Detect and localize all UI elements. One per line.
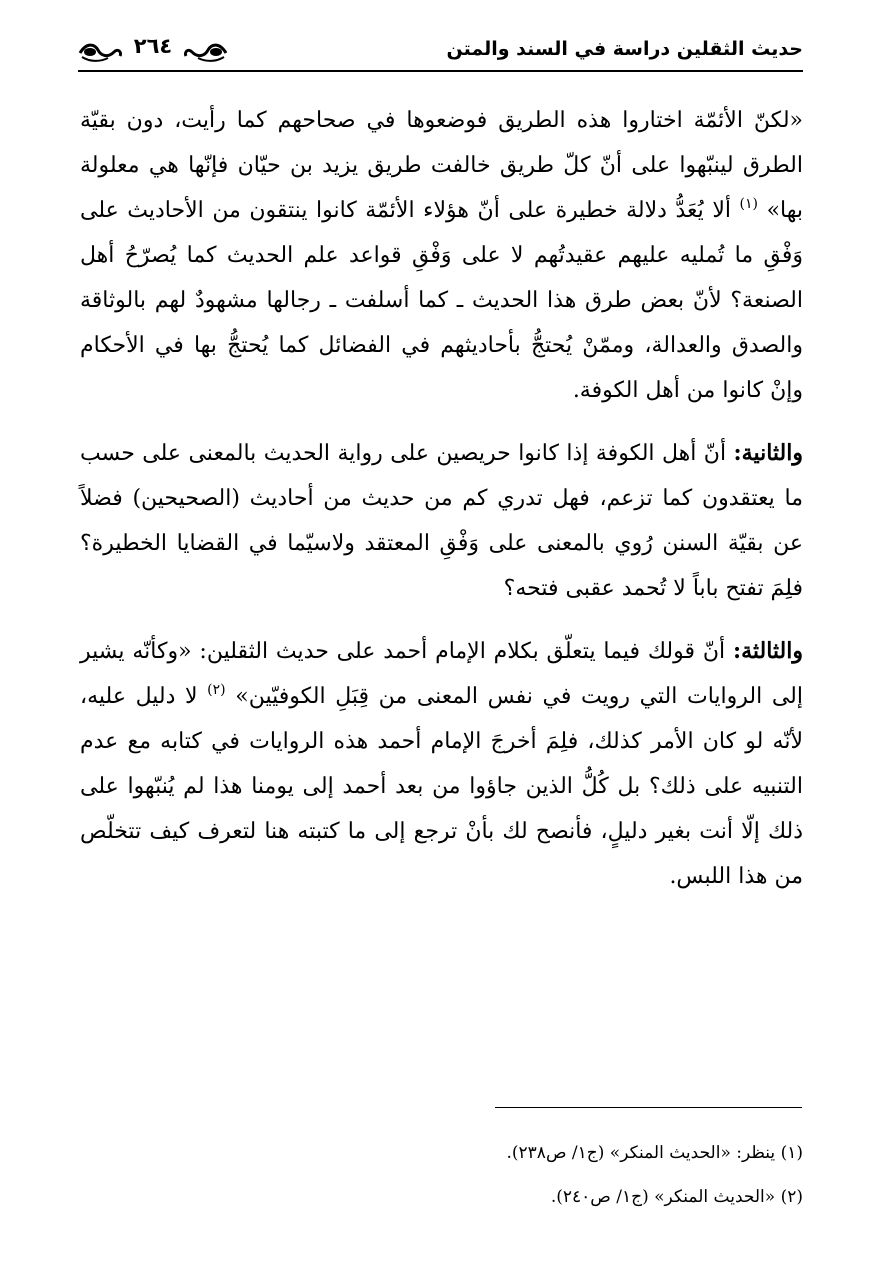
footnotes <box>80 1140 803 1228</box>
paragraph-text-continued: ألا يُعَدُّ دلالة خطيرة على أنّ هؤلاء الأئمّة كانوا ينتقون من الأحاديث على وَفْقِ ما تُمليه عليهم عقيدتُهم لا على وَفْقِ قواعد علم الحديث كما يُصرّحُ أهل الصنعة؟ لأنّ بعض طرق هذا الحديث ـ كما أسلفت ـ رجالها مشهودٌ لهم بالوثاقة والصدق والعدالة، وممّنْ يُحتجُّ بأحاديثهم في الفضائل كما يُحتجُّ بها في الأحكام وإنْ كانوا من أهل الكوفة. <box>80 198 803 403</box>
paragraph-text: «لكنّ الأئمّة اختاروا هذه الطريق فوضعوها في صحاحهم كما رأيت، دون بقيّة الطرق لينبّهوا على أنّ كلّ طريق خالفت طريق يزيد بن حيّان فإنّها هي معلولة بها» <box>80 108 803 223</box>
header-divider <box>78 70 803 72</box>
footnote-reference-1[interactable]: (١) <box>739 196 759 212</box>
footnote-1: (١) ينظر: «الحديث المنكر» (ج١/ ص٢٣٨). <box>506 1143 803 1163</box>
running-header <box>78 30 803 74</box>
paragraph-text: أنّ أهل الكوفة إذا كانوا حريصين على رواية الحديث بالمعنى على حسب ما يعتقدون كما تزعم، فهل تدري كم من حديث من أحاديث (الصحيحين) فضلاً عن بقيّة السنن رُوي بالمعنى على وَفْقِ المعتقد ولاسيّما في القضايا الخطيرة؟ فلِمَ تفتح باباً لا تُحمد عقبى فتحه؟ <box>80 441 803 601</box>
paragraph-lead: والثانية: <box>733 440 803 466</box>
paragraph-first <box>80 98 803 413</box>
footnote-reference-2[interactable]: (٢) <box>207 682 226 698</box>
page-number: ٢٦٤ <box>133 34 173 58</box>
footnote-2: (٢) «الحديث المنكر» (ج١/ ص٢٤٠). <box>550 1187 803 1207</box>
paragraph-text-continued: لا دليل عليه، لأنّه لو كان الأمر كذلك، فلِمَ أخرجَ الإمام أحمد هذه الروايات في كتابه مع عدم التنبيه على ذلك؟ بل كُلُّ الذين جاؤوا من بعد أحمد إلى يومنا هذا لم يُنبّهوا على ذلك إلّا أنت بغير دليلٍ، فأنصح لك بأنْ ترجع إلى ما كتبته هنا لتعرف كيف تتخلّص من هذا اللبس. <box>80 684 803 889</box>
paragraph-second-point <box>80 431 803 611</box>
paragraph-third-point <box>80 629 803 899</box>
running-title: حديث الثقلين دراسة في السند والمتن <box>446 38 803 60</box>
paragraph-text: أنّ قولك فيما يتعلّق بكلام الإمام أحمد على حديث الثقلين: «وكأنّه يشير إلى الروايات التي رويت في نفس المعنى من قِبَلِ الكوفيّين» <box>80 639 803 709</box>
main-text <box>80 98 803 899</box>
paragraph-lead: والثالثة: <box>732 638 803 664</box>
page-number-flourish-icon <box>78 34 228 66</box>
footnote-divider <box>495 1107 802 1108</box>
